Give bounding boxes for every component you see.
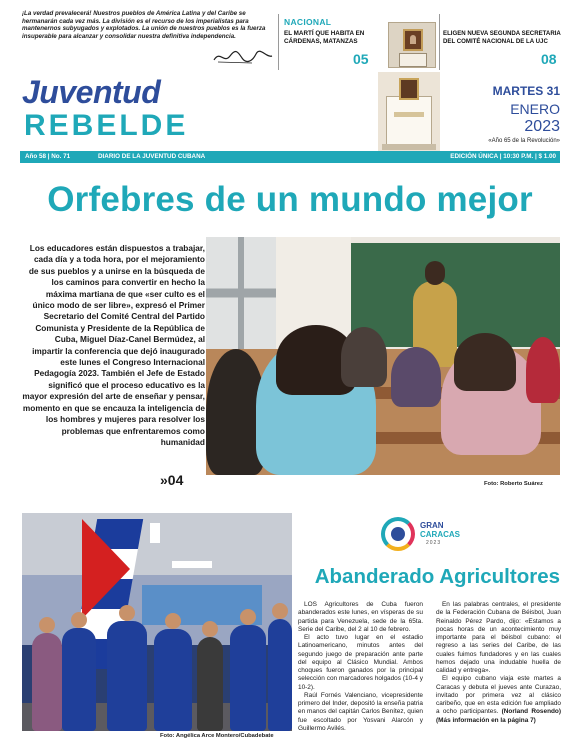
photo-credit-2: Foto: Angélica Arce Montero/Cubadebate bbox=[160, 733, 274, 739]
teaser-nacional-page: 05 bbox=[353, 51, 369, 67]
player-figure bbox=[62, 628, 96, 731]
article-column-1 bbox=[298, 601, 423, 733]
teaser-ujc[interactable]: ELIGEN NUEVA SEGUNDA SECRETARIA DEL COMITÉ NACIONAL DE LA UJC bbox=[443, 30, 561, 45]
cuban-flag-triangle bbox=[82, 519, 130, 619]
student-figure bbox=[454, 333, 516, 391]
article-column-2 bbox=[436, 601, 561, 725]
logo-emblem-icon bbox=[381, 517, 415, 551]
person-figure bbox=[197, 637, 223, 731]
paragraph: En las palabras centrales, el presidente de la Federación Cubana de Béisbol, Juan Reinaldo Pérez Pardo, dijo: «Estamos a pocas horas de un acontecimiento muy importante para el béisbol cubano: el regreso a las series del Caribe, de las cuales fuimos fundadores y en las cuales hemos dejado una indudable huella de calidad y entrega». bbox=[436, 601, 561, 674]
ceiling-light bbox=[172, 561, 212, 568]
window bbox=[206, 237, 276, 349]
player-figure bbox=[154, 629, 192, 731]
issue-number: Año 58 | No. 71 bbox=[25, 153, 71, 160]
section-label-nacional: NACIONAL bbox=[284, 17, 332, 27]
student-figure bbox=[341, 327, 387, 387]
signature-icon bbox=[212, 48, 274, 66]
player-figure bbox=[268, 619, 292, 731]
paragraph: LOS Agricultores de Cuba fueron abanderados este lunes, en vísperas de su partida para Venezuela, sede de la 65ta. Serie del Caribe, del 2 al 10 de febrero. bbox=[298, 601, 423, 633]
student-figure bbox=[391, 347, 441, 407]
logo-gran: GRAN bbox=[420, 521, 444, 530]
date-year: 2023 bbox=[524, 118, 560, 135]
editorial-quote: ¡La verdad prevalecerá! Nuestros pueblos de América Latina y del Caribe se hermanarán cada vez más. La división es el recurso de los imperialistas para mantenernos subyugados y explotados. La unión de nuestros pueblos es la fuerza insuperable para alcanzar y consolidar nuestra definitiva independencia. bbox=[22, 10, 266, 40]
player-figure bbox=[230, 625, 266, 731]
serie-caribe-logo bbox=[378, 515, 458, 555]
second-headline[interactable]: Abanderado Agricultores bbox=[314, 565, 560, 588]
masthead-logo-rebelde: REBELDE bbox=[24, 109, 189, 142]
monument-photo bbox=[378, 72, 440, 154]
person-figure bbox=[32, 633, 62, 731]
ceiling-light bbox=[150, 523, 160, 543]
date-month: ENERO bbox=[510, 101, 560, 117]
lead-headline[interactable]: Orfebres de un mundo mejor bbox=[47, 180, 533, 219]
tagline: DIARIO DE LA JUVENTUD CUBANA bbox=[98, 153, 206, 160]
teaser-nacional[interactable]: EL MARTÍ QUE HABITA EN CÁRDENAS, MATANZAS bbox=[284, 30, 365, 45]
divider bbox=[439, 14, 440, 70]
logo-year: 2023 bbox=[426, 540, 442, 546]
masthead-logo-juventud: Juventud bbox=[22, 74, 161, 110]
paragraph bbox=[436, 675, 561, 725]
paragraph: Raúl Fornés Valenciano, vicepresidente primero del Inder, depositó la enseña patria en manos del capitán Carlos Benítez, quien fue escoltado por Yosvani Alarcón y Guillermo Avilés. bbox=[298, 691, 423, 732]
info-bar bbox=[20, 151, 560, 163]
photo-credit: Foto: Roberto Suárez bbox=[484, 481, 543, 487]
date-day: MARTES 31 bbox=[492, 84, 560, 98]
paragraph: El acto tuvo lugar en el estadio Latinoamericano, minutos antes del segundo juego de preparación ante parte del equipo al Clásico Mundial. Ambos choques fueron ganados por la principal selección con marcadores holgados (10-4 y 10-2). bbox=[298, 634, 423, 691]
year-note: «Año 65 de la Revolución» bbox=[488, 138, 560, 144]
player-figure bbox=[107, 621, 147, 731]
divider bbox=[278, 14, 279, 70]
student-figure bbox=[526, 337, 560, 403]
teaser-ujc-page: 08 bbox=[541, 51, 557, 67]
classroom-photo bbox=[206, 237, 560, 475]
top-band bbox=[0, 0, 580, 72]
lead-text: Los educadores están dispuestos a trabajar, cada día y a toda hora, por el mejoramiento de sus pueblos y a unirse en la búsqueda de los caminos para convertir en hecho la máxima martiana de que «ser culto es el único modo de ser libre», expresó el Primer Secretario del Comité Central del Partido Comunista y Presidente de la República de Cuba, Miguel Díaz-Canel Bermúdez, al impartir la conferencia que dejó inaugurado este lunes el Congreso Internacional Pedagogía 2023. También el Jefe de Estado significó que el proceso educativo es la mayor expresión del arte de enseñar y pensar, momento en que se encauza la inteligencia de los hombres y mujeres para resolver los problemas que enfrentaremos como humanidad bbox=[22, 243, 205, 447]
logo-caracas: CARACAS bbox=[420, 530, 460, 539]
byline-more-info[interactable]: (Norland Rosendo) (Más información en la página 7) bbox=[436, 708, 562, 724]
teaser-thumbnail bbox=[388, 22, 436, 68]
paragraph-text: El equipo cubano viaja este martes a Caracas y debuta el jueves ante Curazao, invitado por primera vez al clásico caribeño, que en esta edición fue ampliado a ocho participantes. bbox=[436, 675, 561, 716]
team-flag-photo bbox=[22, 513, 292, 731]
lead-page-ref[interactable]: »04 bbox=[160, 472, 184, 488]
edition-info: EDICIÓN ÚNICA | 10:30 P.M. | $ 1.00 bbox=[450, 153, 556, 160]
